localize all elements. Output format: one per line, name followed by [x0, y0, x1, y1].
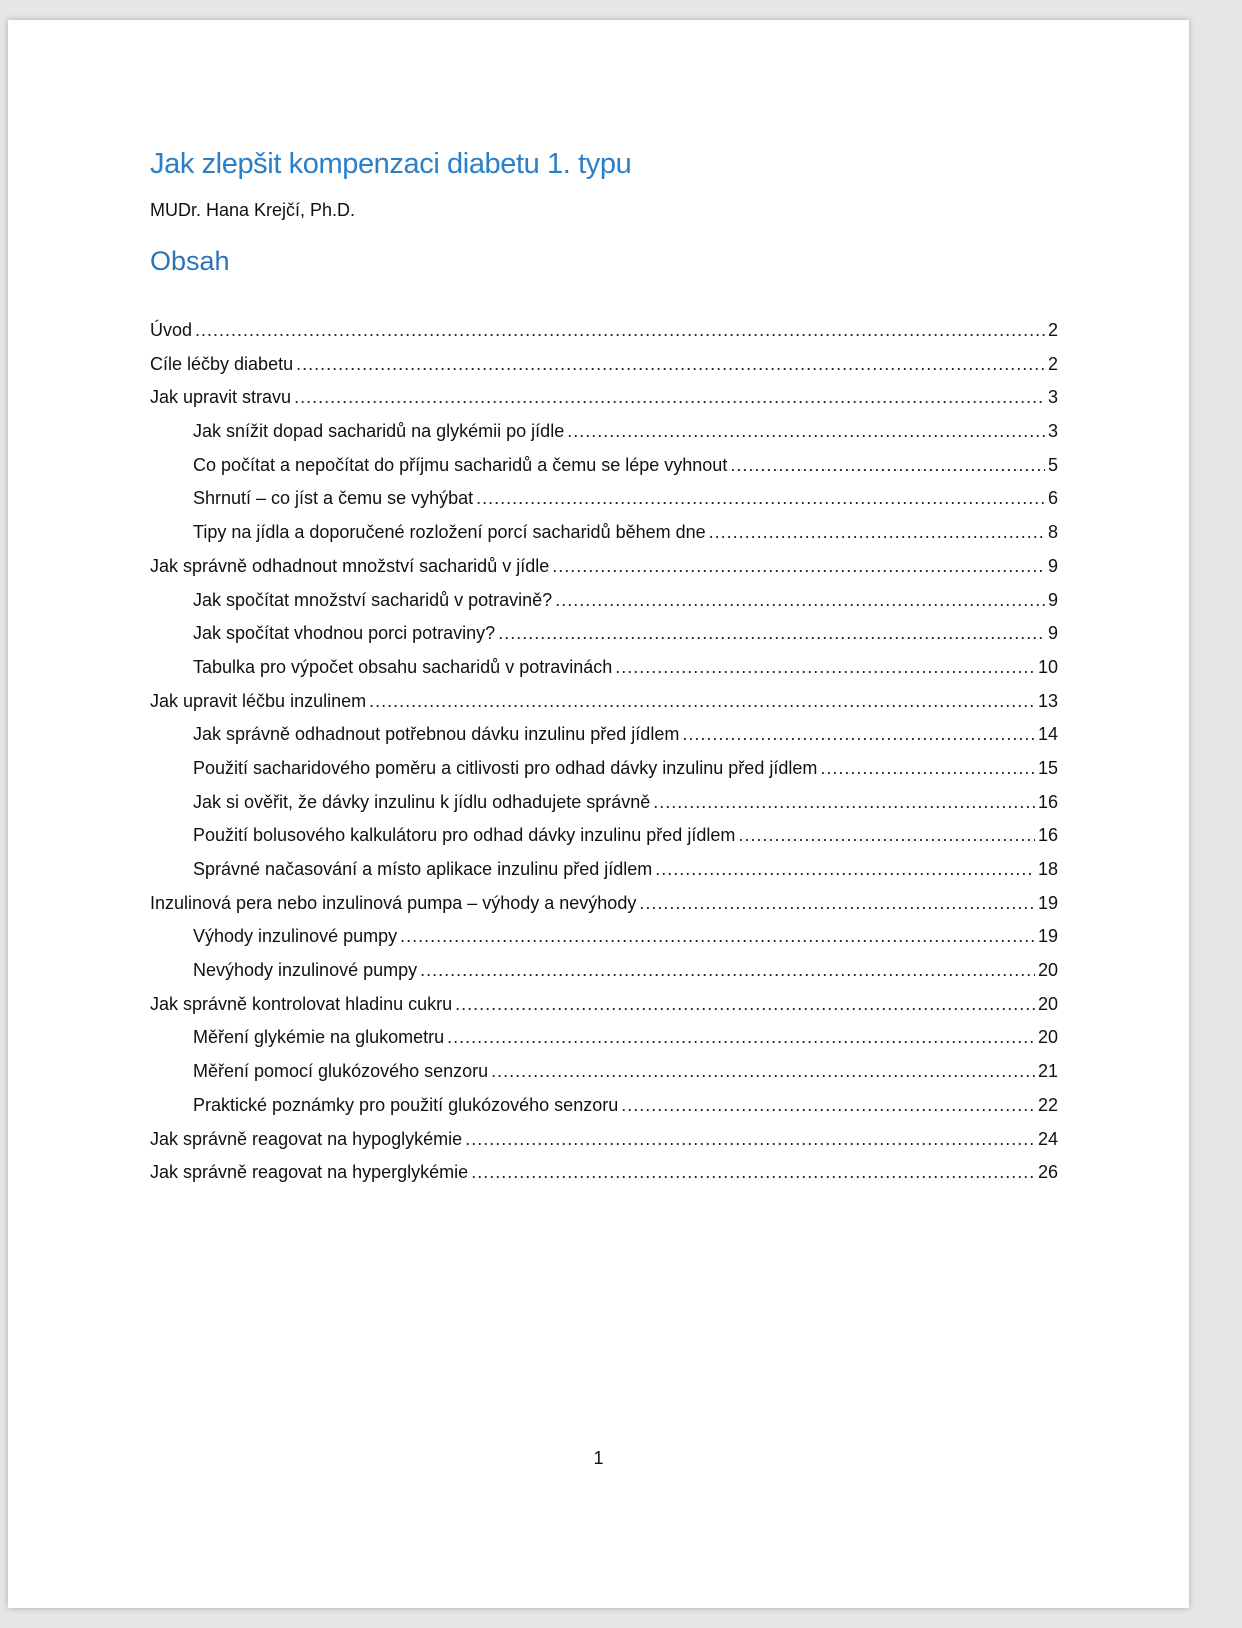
- toc-entry-title: Jak správně reagovat na hypoglykémie: [150, 1128, 463, 1149]
- toc-entry[interactable]: [150, 994, 1058, 1028]
- toc-entry[interactable]: [150, 657, 1058, 691]
- toc-entry-page-number: 9: [1047, 555, 1058, 576]
- toc-entry-page-number: 24: [1037, 1128, 1058, 1149]
- toc-dot-leader: [369, 691, 1035, 712]
- toc-entry-title: Použití sacharidového poměru a citlivosti pro odhad dávky inzulinu před jídlem: [193, 757, 818, 778]
- toc-dot-leader: [615, 657, 1035, 678]
- toc-dot-leader: [294, 387, 1045, 408]
- toc-dot-leader: [195, 320, 1045, 341]
- toc-entry[interactable]: [150, 1129, 1058, 1163]
- toc-entry-title: Jak správně kontrolovat hladinu cukru: [150, 993, 453, 1014]
- toc-entry[interactable]: [150, 320, 1058, 354]
- toc-entry-title: Cíle léčby diabetu: [150, 353, 294, 374]
- toc-dot-leader: [400, 926, 1035, 947]
- toc-entry[interactable]: [150, 825, 1058, 859]
- toc-entry[interactable]: [150, 421, 1058, 455]
- toc-entry-title: Výhody inzulinové pumpy: [193, 926, 398, 947]
- table-of-contents: [150, 320, 1058, 1196]
- toc-entry[interactable]: [150, 522, 1058, 556]
- toc-entry-title: Úvod: [150, 320, 193, 340]
- toc-entry-title: Měření glykémie na glukometru: [193, 1027, 445, 1048]
- toc-entry-page-number: 13: [1037, 690, 1058, 711]
- toc-dot-leader: [655, 859, 1035, 880]
- toc-entry-title: Jak upravit stravu: [150, 387, 292, 408]
- toc-entry[interactable]: [150, 590, 1058, 624]
- toc-entry-page-number: 10: [1037, 656, 1058, 677]
- toc-dot-leader: [491, 1061, 1035, 1082]
- toc-entry[interactable]: [150, 724, 1058, 758]
- toc-entry-page-number: 20: [1037, 960, 1058, 981]
- toc-entry[interactable]: [150, 859, 1058, 893]
- toc-entry-page-number: 19: [1037, 926, 1058, 947]
- toc-entry-title: Tabulka pro výpočet obsahu sacharidů v potravinách: [193, 656, 613, 677]
- toc-dot-leader: [296, 354, 1045, 375]
- toc-entry[interactable]: [150, 758, 1058, 792]
- toc-dot-leader: [447, 1027, 1035, 1048]
- toc-entry[interactable]: [150, 960, 1058, 994]
- toc-entry-title: Jak upravit léčbu inzulinem: [150, 690, 367, 711]
- toc-entry[interactable]: [150, 792, 1058, 826]
- toc-dot-leader: [471, 1162, 1035, 1183]
- toc-entry[interactable]: [150, 488, 1058, 522]
- toc-dot-leader: [420, 960, 1035, 981]
- toc-entry-page-number: 3: [1047, 387, 1058, 408]
- toc-dot-leader: [498, 623, 1045, 644]
- toc-entry-page-number: 26: [1037, 1162, 1058, 1183]
- toc-dot-leader: [682, 724, 1035, 745]
- toc-entry-page-number: 22: [1037, 1094, 1058, 1115]
- toc-entry[interactable]: [150, 1061, 1058, 1095]
- toc-entry[interactable]: [150, 893, 1058, 927]
- toc-dot-leader: [476, 488, 1045, 509]
- toc-entry-page-number: 6: [1047, 488, 1058, 509]
- toc-dot-leader: [552, 556, 1045, 577]
- document-title: Jak zlepšit kompenzaci diabetu 1. typu: [150, 148, 632, 180]
- toc-entry-title: Shrnutí – co jíst a čemu se vyhýbat: [193, 488, 474, 509]
- document-author: MUDr. Hana Krejčí, Ph.D.: [150, 200, 356, 220]
- toc-entry[interactable]: [150, 455, 1058, 489]
- toc-entry[interactable]: [150, 1027, 1058, 1061]
- toc-dot-leader: [730, 455, 1045, 476]
- toc-entry-title: Inzulinová pera nebo inzulinová pumpa – výhody a nevýhody: [150, 892, 637, 913]
- toc-dot-leader: [455, 994, 1035, 1015]
- toc-dot-leader: [567, 421, 1045, 442]
- toc-dot-leader: [555, 590, 1045, 611]
- toc-heading: Obsah: [150, 246, 230, 276]
- toc-entry-title: Jak správně reagovat na hyperglykémie: [150, 1162, 469, 1183]
- toc-entry-title: Jak si ověřit, že dávky inzulinu k jídlu odhadujete správně: [193, 791, 651, 812]
- page-number: 1: [593, 1448, 604, 1468]
- toc-entry-page-number: 20: [1037, 993, 1058, 1014]
- toc-entry[interactable]: [150, 354, 1058, 388]
- toc-entry-title: Použití bolusového kalkulátoru pro odhad dávky inzulinu před jídlem: [193, 825, 736, 846]
- toc-dot-leader: [465, 1129, 1035, 1150]
- toc-dot-leader: [738, 825, 1035, 846]
- toc-entry-page-number: 8: [1047, 522, 1058, 543]
- toc-entry-page-number: 2: [1047, 353, 1058, 374]
- toc-dot-leader: [621, 1095, 1035, 1116]
- toc-entry-title: Co počítat a nepočítat do příjmu sacharidů a čemu se lépe vyhnout: [193, 454, 728, 475]
- toc-entry-title: Jak správně odhadnout potřebnou dávku inzulinu před jídlem: [193, 724, 680, 745]
- toc-entry-page-number: 5: [1047, 454, 1058, 475]
- toc-entry-title: Měření pomocí glukózového senzoru: [193, 1061, 489, 1082]
- toc-entry[interactable]: [150, 1095, 1058, 1129]
- toc-entry-page-number: 18: [1037, 859, 1058, 879]
- toc-entry-page-number: 16: [1037, 825, 1058, 846]
- toc-dot-leader: [709, 522, 1045, 543]
- toc-entry[interactable]: [150, 926, 1058, 960]
- toc-dot-leader: [820, 758, 1035, 779]
- toc-entry-title: Správné načasování a místo aplikace inzulinu před jídlem: [193, 859, 653, 879]
- toc-entry-page-number: 21: [1037, 1061, 1058, 1082]
- toc-entry[interactable]: [150, 387, 1058, 421]
- toc-entry-title: Tipy na jídla a doporučené rozložení porcí sacharidů během dne: [193, 522, 706, 543]
- toc-entry-page-number: 9: [1047, 623, 1058, 644]
- toc-entry-page-number: 15: [1037, 757, 1058, 778]
- toc-entry[interactable]: [150, 623, 1058, 657]
- toc-entry-page-number: 20: [1037, 1027, 1058, 1048]
- toc-entry-page-number: 16: [1037, 791, 1058, 812]
- toc-entry-page-number: 9: [1047, 589, 1058, 610]
- toc-entry-title: Nevýhody inzulinové pumpy: [193, 960, 418, 981]
- toc-entry[interactable]: [150, 556, 1058, 590]
- toc-entry[interactable]: [150, 1162, 1058, 1196]
- toc-entry-title: Jak spočítat množství sacharidů v potravině?: [193, 589, 553, 610]
- toc-entry[interactable]: [150, 691, 1058, 725]
- toc-entry-title: Jak spočítat vhodnou porci potraviny?: [193, 623, 496, 644]
- toc-dot-leader: [653, 792, 1035, 813]
- toc-entry-title: Jak snížit dopad sacharidů na glykémii po jídle: [193, 421, 565, 442]
- toc-entry-page-number: 2: [1047, 320, 1058, 340]
- toc-entry-page-number: 19: [1037, 892, 1058, 913]
- document-page: [8, 20, 1189, 1608]
- toc-entry-page-number: 14: [1037, 724, 1058, 745]
- toc-dot-leader: [639, 893, 1035, 914]
- toc-entry-title: Praktické poznámky pro použití glukózového senzoru: [193, 1094, 619, 1115]
- toc-entry-page-number: 3: [1047, 421, 1058, 442]
- toc-entry-title: Jak správně odhadnout množství sacharidů v jídle: [150, 555, 550, 576]
